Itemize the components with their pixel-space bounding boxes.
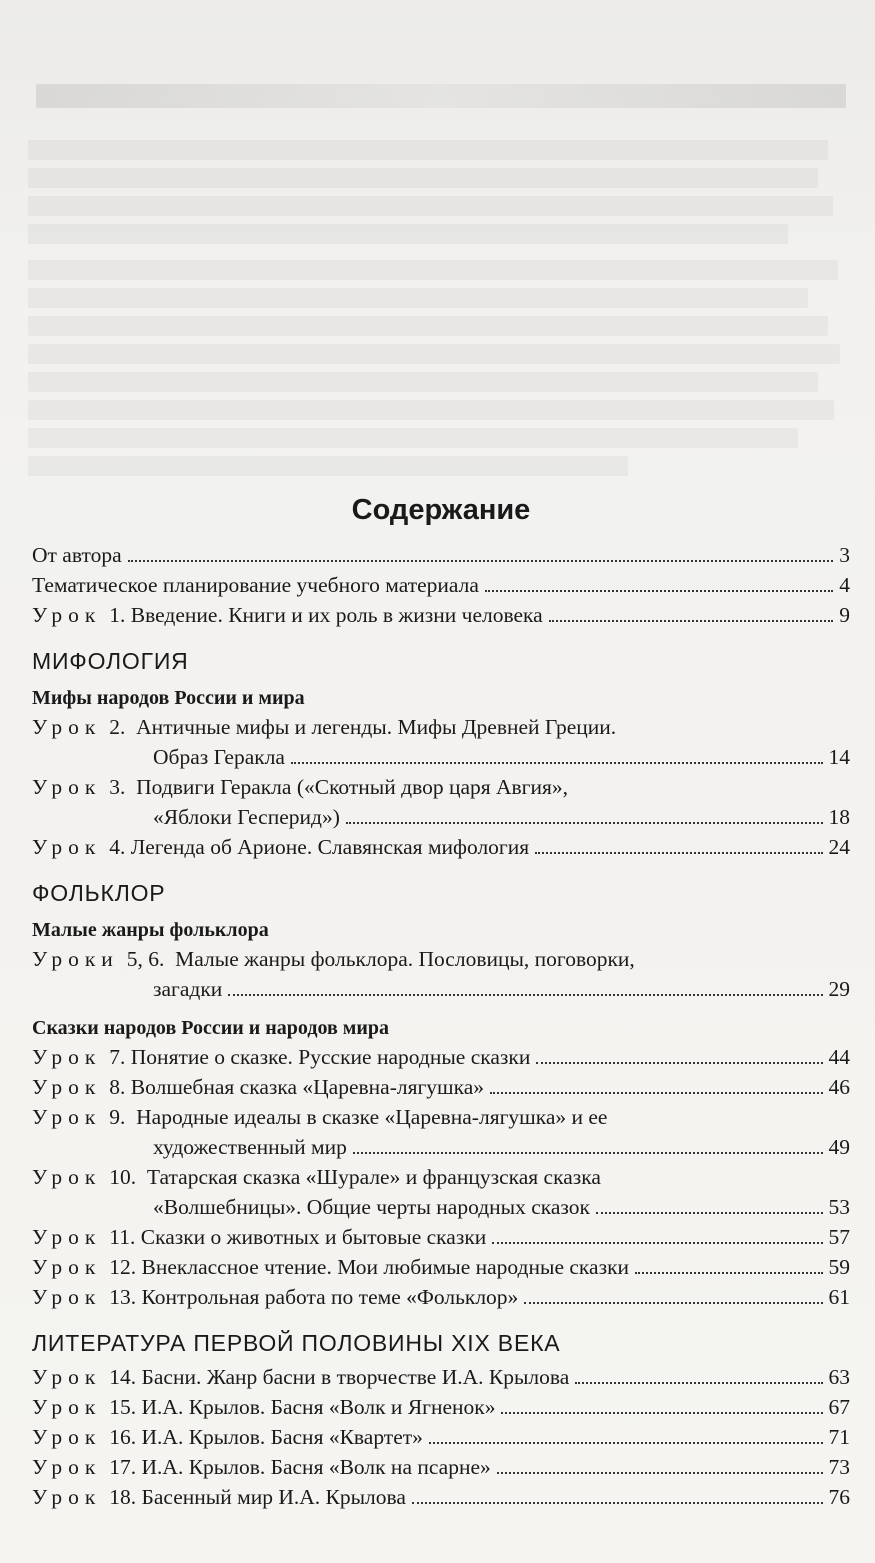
toc-entry-text: Татарская сказка «Шурале» и французская сказка xyxy=(146,1165,601,1189)
lesson-number: 5, 6. xyxy=(126,947,165,971)
toc-entry-lesson-17[interactable] xyxy=(32,1452,850,1482)
dot-leader xyxy=(429,1441,823,1444)
toc-entry-text: И.А. Крылов. Басня «Волк на псарне» xyxy=(141,1455,491,1479)
bleed-through-line xyxy=(28,196,833,216)
toc-entry-lesson-13[interactable] xyxy=(32,1282,850,1312)
dot-leader xyxy=(596,1211,823,1214)
toc-entry-text: загадки xyxy=(153,977,223,1001)
toc-entry-label xyxy=(32,570,479,600)
toc-entry-from-author[interactable] xyxy=(32,540,850,570)
lesson-prefix: Уроки xyxy=(32,947,119,971)
toc-entry-label xyxy=(32,1452,491,1482)
page-number: 9 xyxy=(839,603,850,627)
dot-leader xyxy=(575,1381,822,1384)
dot-leader xyxy=(485,589,833,592)
lesson-prefix: Урок xyxy=(32,1365,102,1389)
bleed-through-line xyxy=(28,288,808,308)
lesson-prefix: Урок xyxy=(32,1425,102,1449)
lesson-prefix: Урок xyxy=(32,1105,102,1129)
dot-leader xyxy=(492,1241,822,1244)
toc-entry-lesson-3[interactable] xyxy=(32,772,850,832)
toc-entry-lesson-8[interactable] xyxy=(32,1072,850,1102)
lesson-number: 18. xyxy=(109,1485,137,1509)
dot-leader xyxy=(536,1061,822,1064)
toc-entry-text: Введение. Книги и их роль в жизни человека xyxy=(130,603,543,627)
page-number: 59 xyxy=(828,1255,850,1279)
toc-entry-lesson-4[interactable] xyxy=(32,832,850,862)
toc-entry-text: Волшебная сказка «Царевна-лягушка» xyxy=(130,1075,485,1099)
dot-leader xyxy=(635,1271,822,1274)
toc-entry-label xyxy=(32,600,543,630)
toc-entry-lesson-7[interactable] xyxy=(32,1042,850,1072)
toc-entry-first-line xyxy=(32,712,850,742)
dot-leader xyxy=(128,559,834,562)
page-number: 4 xyxy=(839,573,850,597)
toc-entry-lesson-12[interactable] xyxy=(32,1252,850,1282)
toc-entry-text: Образ Геракла xyxy=(153,745,285,769)
toc-entry-continuation xyxy=(32,802,850,832)
page-number: 61 xyxy=(828,1285,850,1309)
toc-entry-first-line xyxy=(32,1162,850,1192)
toc-entry-label xyxy=(32,832,529,862)
toc-entry-label xyxy=(32,1222,486,1252)
lesson-number: 10. xyxy=(109,1165,137,1189)
toc-entry-label xyxy=(32,1482,406,1512)
section-heading-folklore: ФОЛЬКЛОР xyxy=(32,880,166,906)
toc-entry-text: Античные мифы и легенды. Мифы Древней Греции. xyxy=(136,715,617,739)
dot-leader xyxy=(501,1411,822,1414)
lesson-number: 16. xyxy=(109,1425,137,1449)
toc-entry-lessons-5-6[interactable] xyxy=(32,944,850,1004)
bleed-through-line xyxy=(28,140,828,160)
toc-entry-first-line xyxy=(32,1102,850,1132)
toc-entry-text: Малые жанры фольклора. Пословицы, поговорки, xyxy=(175,947,635,971)
toc-entry-text: От автора xyxy=(32,543,122,567)
toc-entry-text: Подвиги Геракла («Скотный двор царя Авгия», xyxy=(136,775,569,799)
dot-leader xyxy=(412,1501,823,1504)
dot-leader xyxy=(535,851,822,854)
lesson-prefix: Урок xyxy=(32,1075,102,1099)
toc-entry-text: Понятие о сказке. Русские народные сказки xyxy=(130,1045,531,1069)
bleed-through-line xyxy=(28,344,840,364)
dot-leader xyxy=(549,619,834,622)
lesson-number: 12. xyxy=(109,1255,137,1279)
toc-entry-text: И.А. Крылов. Басня «Волк и Ягненок» xyxy=(141,1395,496,1419)
toc-entry-planning[interactable] xyxy=(32,570,850,600)
section-heading-literature: ЛИТЕРАТУРА ПЕРВОЙ ПОЛОВИНЫ XIX ВЕКА xyxy=(32,1330,561,1356)
toc-entry-first-line xyxy=(32,772,850,802)
toc-entry-label xyxy=(32,1252,629,1282)
toc-entry-text: Сказки о животных и бытовые сказки xyxy=(140,1225,487,1249)
lesson-number: 2. xyxy=(109,715,126,739)
lesson-prefix: Урок xyxy=(32,1165,102,1189)
subsection-heading: Сказки народов России и народов мира xyxy=(32,1017,390,1039)
lesson-number: 14. xyxy=(109,1365,137,1389)
toc-entry-lesson-18[interactable] xyxy=(32,1482,850,1512)
bleed-through-line xyxy=(28,456,628,476)
toc-entry-text: художественный мир xyxy=(153,1135,347,1159)
lesson-prefix: Урок xyxy=(32,1285,102,1309)
page-number: 44 xyxy=(828,1045,850,1069)
bleed-through-line xyxy=(28,372,818,392)
toc-entry-text: Басенный мир И.А. Крылова xyxy=(141,1485,406,1509)
toc-entry-label xyxy=(32,540,122,570)
bleed-through-header xyxy=(36,84,846,108)
page-number: 76 xyxy=(828,1485,850,1509)
page-number: 71 xyxy=(828,1425,850,1449)
toc-entry-lesson-11[interactable] xyxy=(32,1222,850,1252)
lesson-number: 17. xyxy=(109,1455,137,1479)
lesson-prefix: Урок xyxy=(32,1045,102,1069)
toc-entry-text: Народные идеалы в сказке «Царевна-лягушка» и ее xyxy=(136,1105,608,1129)
lesson-prefix: Урок xyxy=(32,1255,102,1279)
dot-leader xyxy=(524,1301,822,1304)
dot-leader xyxy=(346,821,823,824)
lesson-number: 3. xyxy=(109,775,126,799)
bleed-through-line xyxy=(28,224,788,244)
lesson-prefix: Урок xyxy=(32,603,102,627)
toc-entry-lesson-14[interactable] xyxy=(32,1362,850,1392)
subsection-heading: Малые жанры фольклора xyxy=(32,919,269,941)
toc-entry-text: Контрольная работа по теме «Фольклор» xyxy=(141,1285,519,1309)
subsection-heading: Мифы народов России и мира xyxy=(32,687,305,709)
toc-entry-lesson-9[interactable] xyxy=(32,1102,850,1162)
page-number: 73 xyxy=(828,1455,850,1479)
toc-entry-text: «Волшебницы». Общие черты народных сказок xyxy=(153,1195,590,1219)
page-number: 29 xyxy=(828,977,850,1001)
toc-entry-first-line xyxy=(32,944,850,974)
bleed-through-line xyxy=(28,316,828,336)
page-number: 53 xyxy=(828,1195,850,1219)
lesson-prefix: Урок xyxy=(32,835,102,859)
toc-entry-continuation xyxy=(32,1132,850,1162)
dot-leader xyxy=(497,1471,823,1474)
bleed-through-line xyxy=(28,260,838,280)
toc-entry-continuation xyxy=(32,974,850,1004)
toc-entry-continuation xyxy=(32,742,850,772)
lesson-prefix: Урок xyxy=(32,1225,102,1249)
bleed-through-line xyxy=(28,428,798,448)
page-number: 57 xyxy=(828,1225,850,1249)
page-number: 46 xyxy=(828,1075,850,1099)
toc-entry-lesson-1[interactable] xyxy=(32,600,850,630)
dot-leader xyxy=(353,1151,823,1154)
bleed-through-line xyxy=(28,168,818,188)
toc-entry-label xyxy=(32,1362,569,1392)
toc-entry-text: Внеклассное чтение. Мои любимые народные сказки xyxy=(141,1255,630,1279)
page-number: 3 xyxy=(839,543,850,567)
bleed-through-line xyxy=(28,400,834,420)
toc-entry-lesson-10[interactable] xyxy=(32,1162,850,1222)
toc-entry-label xyxy=(32,1392,495,1422)
page-number: 49 xyxy=(828,1135,850,1159)
lesson-number: 8. xyxy=(109,1075,126,1099)
lesson-prefix: Урок xyxy=(32,715,102,739)
page-number: 18 xyxy=(828,805,850,829)
toc-entry-lesson-2[interactable] xyxy=(32,712,850,772)
section-heading-mythology: МИФОЛОГИЯ xyxy=(32,648,189,674)
lesson-number: 9. xyxy=(109,1105,126,1129)
lesson-prefix: Урок xyxy=(32,1395,102,1419)
lesson-number: 11. xyxy=(109,1225,136,1249)
lesson-prefix: Урок xyxy=(32,1485,102,1509)
toc-entry-text: Тематическое планирование учебного материала xyxy=(32,573,479,597)
lesson-number: 1. xyxy=(109,603,126,627)
page-title: Содержание xyxy=(351,494,531,526)
toc-entry-label xyxy=(32,1042,530,1072)
toc-entry-lesson-15[interactable] xyxy=(32,1392,850,1422)
dot-leader xyxy=(228,993,822,996)
table-of-contents xyxy=(32,490,850,1512)
lesson-number: 7. xyxy=(109,1045,126,1069)
dot-leader xyxy=(490,1091,822,1094)
lesson-prefix: Урок xyxy=(32,775,102,799)
toc-entry-text: «Яблоки Гесперид») xyxy=(153,805,340,829)
lesson-prefix: Урок xyxy=(32,1455,102,1479)
toc-entry-continuation xyxy=(32,1192,850,1222)
bleed-through-text xyxy=(0,0,875,480)
page-number: 24 xyxy=(828,835,850,859)
page-number: 63 xyxy=(828,1365,850,1389)
toc-entry-label xyxy=(32,1282,518,1312)
toc-entry-text: И.А. Крылов. Басня «Квартет» xyxy=(141,1425,423,1449)
page-number: 67 xyxy=(828,1395,850,1419)
toc-entry-text: Легенда об Арионе. Славянская мифология xyxy=(130,835,530,859)
lesson-number: 15. xyxy=(109,1395,137,1419)
lesson-number: 4. xyxy=(109,835,126,859)
lesson-number: 13. xyxy=(109,1285,137,1309)
dot-leader xyxy=(291,761,823,764)
toc-entry-text: Басни. Жанр басни в творчестве И.А. Крылова xyxy=(141,1365,570,1389)
toc-entry-lesson-16[interactable] xyxy=(32,1422,850,1452)
toc-entry-label xyxy=(32,1422,423,1452)
toc-entry-label xyxy=(32,1072,484,1102)
page-number: 14 xyxy=(828,745,850,769)
